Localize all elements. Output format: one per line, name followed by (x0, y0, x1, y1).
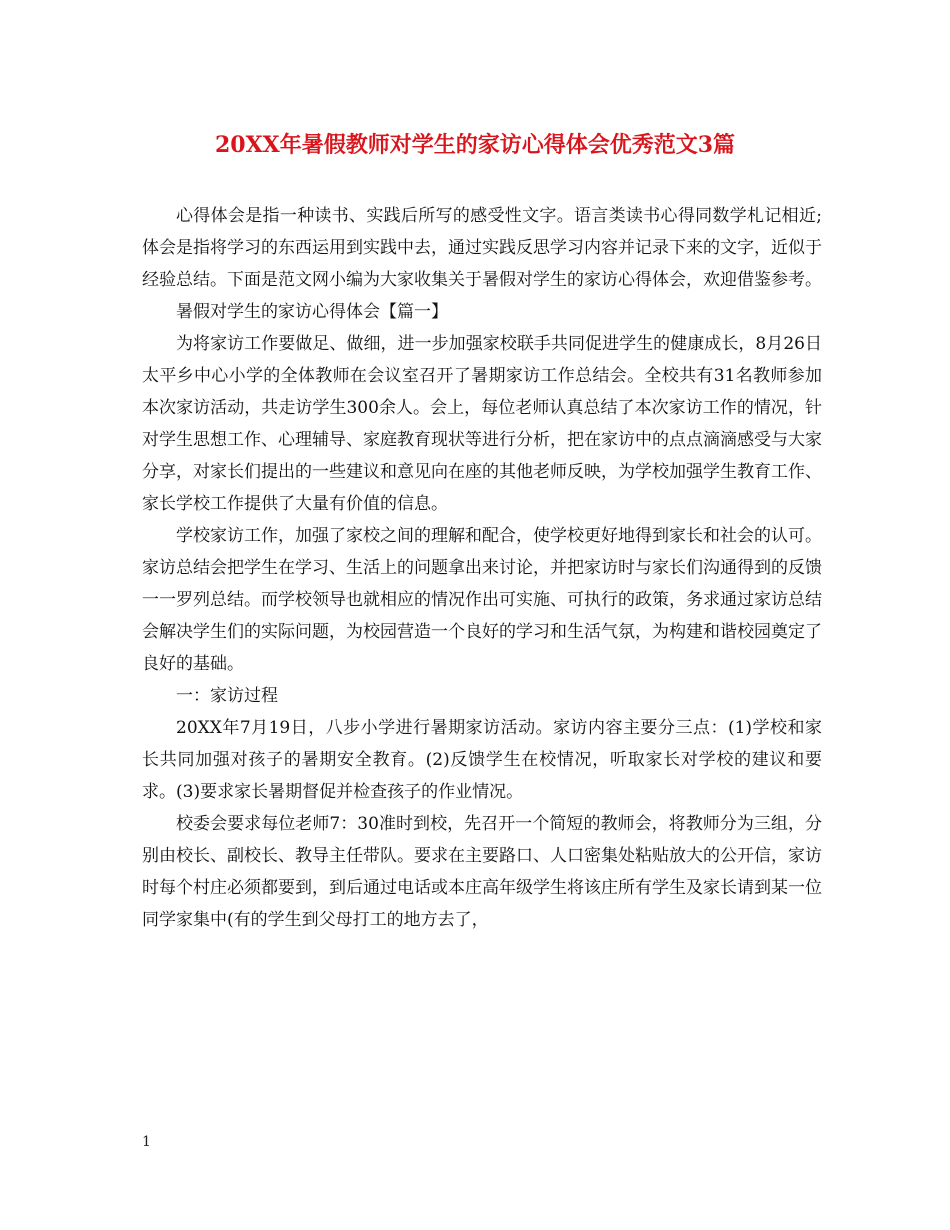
paragraph-visit-content: 20XX年7月19日，八步小学进行暑期家访活动。家访内容主要分三点：(1)学校和家长共同加强对孩子的暑期安全教育。(2)反馈学生在校情况，听取家长对学校的建议和要求。(3)要求家长暑期督促并检查孩子的作业情况。 (142, 718, 822, 802)
page-number: 1 (142, 1134, 151, 1150)
paragraph-intro: 心得体会是指一种读书、实践后所写的感受性文字。语言类读书心得同数学札记相近;体会是指将学习的东西运用到实践中去，通过实践反思学习内容并记录下来的文字，近似于经验总结。下面是范文网小编为大家收集关于暑假对学生的家访心得体会，欢迎借鉴参考。 (142, 206, 822, 290)
paragraph-home-visit-benefits: 学校家访工作，加强了家校之间的理解和配合，使学校更好地得到家长和社会的认可。家访总结会把学生在学习、生活上的问题拿出来讨论，并把家访时与家长们沟通得到的反馈一一罗列总结。而学校领导也就相应的情况作出可实施、可执行的政策，务求通过家访总结会解决学生们的实际问题，为校园营造一个良好的学习和生活气氛，为构建和谐校园奠定了良好的基础。 (142, 526, 822, 674)
paragraph-summary-meeting: 为将家访工作要做足、做细，进一步加强家校联手共同促进学生的健康成长，8月26日太平乡中心小学的全体教师在会议室召开了暑期家访工作总结会。全校共有31名教师参加本次家访活动，共走访学生300余人。会上，每位老师认真总结了本次家访工作的情况，针对学生思想工作、心理辅导、家庭教育现状等进行分析，把在家访中的点点滴滴感受与大家分享，对家长们提出的一些建议和意见向在座的其他老师反映，为学校加强学生教育工作、家长学校工作提供了大量有价值的信息。 (142, 334, 822, 514)
document-body (142, 200, 822, 936)
document-title: 20XX年暑假教师对学生的家访心得体会优秀范文3篇 (214, 132, 736, 158)
paragraph-visit-arrangement: 校委会要求每位老师7：30准时到校，先召开一个简短的教师会，将教师分为三组，分别由校长、副校长、教导主任带队。要求在主要路口、人口密集处粘贴放大的公开信，家访时每个村庄必须都要到，到后通过电话或本庄高年级学生将该庄所有学生及家长请到某一位同学家集中(有的学生到父母打工的地方去了， (142, 814, 822, 930)
section-heading-visit-process: 一：家访过程 (176, 686, 278, 706)
section-heading-part-one: 暑假对学生的家访心得体会【篇一】 (176, 302, 448, 322)
